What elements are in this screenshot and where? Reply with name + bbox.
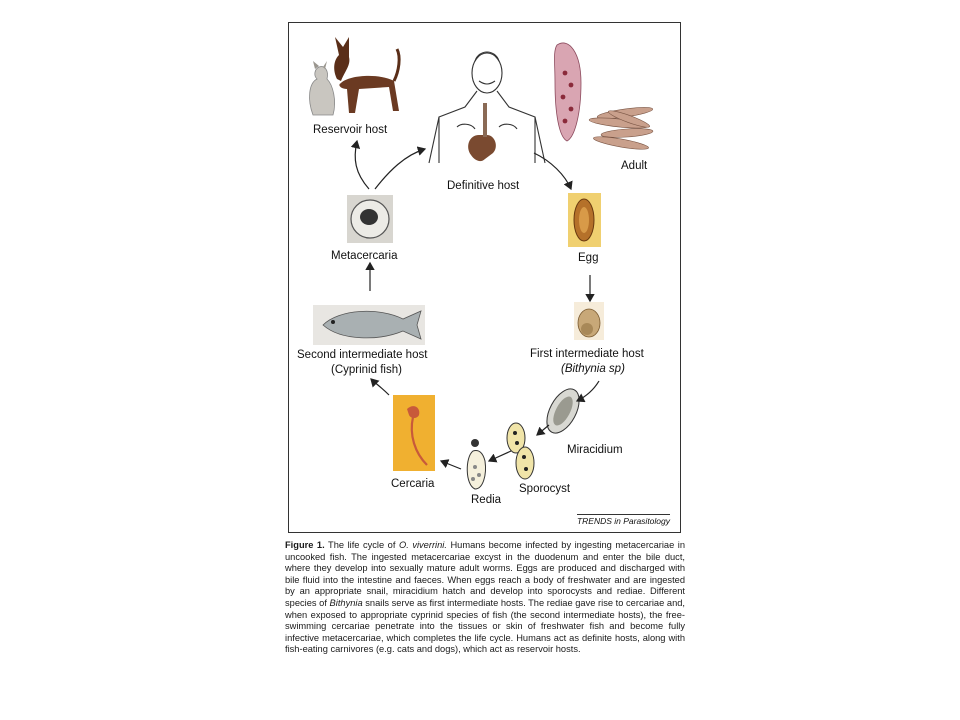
label-miracidium: Miracidium: [567, 444, 623, 456]
caption-text-part1: Humans become infected by ingesting metacercariae in uncooked fish. The ingested metacercariae excyst in the duodenum and enter the bile duct, where they develop into sexually mature adult worms. Eggs are produced and discharged with bile fluid into the intestine and faeces. When eggs reach a body of freshwater and are ingested by an appropriate snail, miracidium hatch and develop into sporocysts and rediae. Different species of: [285, 540, 686, 608]
label-reservoir-host: Reservoir host: [313, 124, 388, 136]
caption-text-part2: snails serve as first intermediate hosts. The rediae gave rise to cercariae and, when exposed to appropriate cyprinid species of fish (the second intermediate hosts), the free-swimming cercariae penetrate into the tissues or skin of freshwater fish and become fully infective metacercariae, which completes the life cycle. Humans act as definite hosts, along with fish-eating carnivores (e.g. cats and dogs), which act as reservoir hosts.: [285, 597, 685, 655]
label-cercaria: Cercaria: [391, 478, 435, 490]
label-egg: Egg: [578, 252, 599, 264]
caption-intro: The life cycle of: [328, 540, 396, 550]
redia-illustration: [467, 439, 485, 489]
label-second-host-species: (Cyprinid fish): [331, 364, 402, 376]
label-adult: Adult: [621, 160, 648, 172]
label-sporocyst: Sporocyst: [519, 483, 571, 495]
snail-illustration: [574, 302, 604, 340]
caption-bithynia: Bithynia: [329, 597, 363, 608]
caption-species: O. viverrini.: [398, 540, 447, 550]
egg-illustration: [568, 193, 601, 247]
dog-cat-illustration: [310, 37, 400, 115]
label-definitive-host: Definitive host: [447, 180, 520, 192]
miracidium-illustration: [540, 384, 585, 439]
bile-duct-illustration: [483, 103, 487, 137]
liver-illustration: [468, 135, 496, 161]
sporocyst-illustration: [507, 423, 534, 479]
figure-credit: TRENDS in Parasitology: [576, 516, 670, 526]
figure-caption: [285, 540, 685, 656]
label-first-host: First intermediate host: [530, 348, 644, 360]
metacercaria-illustration: [347, 195, 393, 243]
label-second-host: Second intermediate host: [297, 349, 428, 361]
cercaria-illustration: [393, 395, 435, 471]
fish-illustration: [313, 305, 425, 345]
figure-frame: [288, 22, 681, 533]
adult-worm-illustration: [555, 43, 654, 152]
label-first-host-species: (Bithynia sp): [561, 363, 625, 375]
caption-figure-label: Figure 1.: [285, 540, 325, 550]
label-metacercaria: Metacercaria: [331, 250, 398, 262]
label-redia: Redia: [471, 494, 502, 506]
